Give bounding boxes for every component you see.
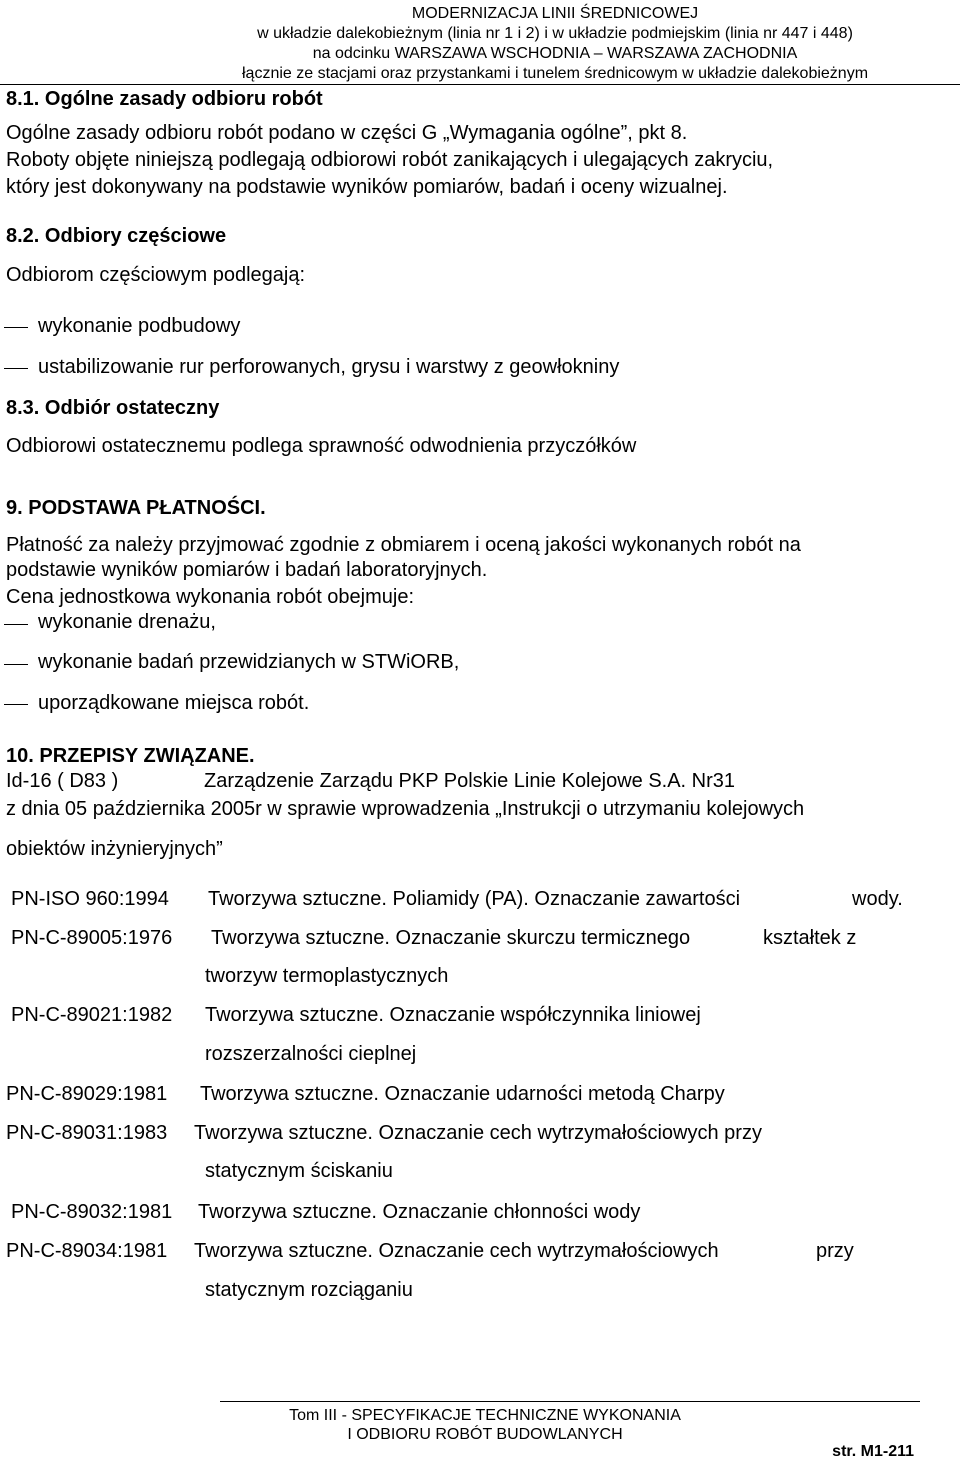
ref-desc: Tworzywa sztuczne. Poliamidy (PA). Oznaczanie zawartości [208, 888, 741, 910]
header-subtitle: w układzie dalekobieżnym (linia nr 1 i 2) i w układzie podmiejskim (linia nr 447 i 448) [257, 25, 853, 42]
header-rule [0, 84, 960, 85]
list-item: wykonanie badań przewidzianych w STWiORB, [38, 651, 460, 673]
header-title: MODERNIZACJA LINII ŚREDNICOWEJ [411, 5, 699, 22]
ref-desc: Tworzywa sztuczne. Oznaczanie skurczu termicznego [211, 927, 691, 949]
id16-line2: z dnia 05 października 2005r w sprawie wprowadzenia „Instrukcji o utrzymaniu kolejowych [6, 798, 805, 820]
ref-desc: Tworzywa sztuczne. Oznaczanie chłonności wody [198, 1201, 641, 1223]
ref-code: PN-C-89005:1976 [11, 927, 173, 949]
list-item: uporządkowane miejsca robót. [38, 692, 310, 714]
list-dash [4, 704, 28, 705]
header-scope: łącznie ze stacjami oraz przystankami i tunelem średnicowym w układzie dalekobieżnym [241, 65, 869, 82]
ref-desc-cont: statycznym ściskaniu [205, 1160, 393, 1182]
section-8-3-heading: 8.3. Odbiór ostateczny [6, 397, 220, 419]
ref-desc-tail: wody. [852, 888, 903, 910]
ref-desc-tail: kształtek z [763, 927, 857, 949]
ref-desc: Tworzywa sztuczne. Oznaczanie cech wytrzymałościowych przy [194, 1122, 762, 1144]
section-9-intro: Cena jednostkowa wykonania robót obejmuje: [6, 586, 415, 608]
list-item: ustabilizowanie rur perforowanych, grysu i warstwy z geowłokniny [38, 356, 620, 378]
ref-code: PN-C-89031:1983 [6, 1122, 168, 1144]
ref-code: PN-ISO 960:1994 [11, 888, 169, 910]
section-8-2-intro: Odbiorom częściowym podlegają: [6, 264, 306, 286]
section-8-3-text: Odbiorowi ostatecznemu podlega sprawność odwodnienia przyczółków [6, 435, 637, 457]
ref-desc: Tworzywa sztuczne. Oznaczanie współczynnika liniowej [205, 1004, 701, 1026]
footer-title: I ODBIORU ROBÓT BUDOWLANYCH [347, 1426, 623, 1443]
section-8-1-para2-line1: Roboty objęte niniejszą podlegają odbiorowi robót zanikających i ulegających zakryciu, [6, 149, 774, 171]
list-dash [4, 368, 28, 369]
ref-code: PN-C-89034:1981 [6, 1240, 168, 1262]
ref-desc: Tworzywa sztuczne. Oznaczanie cech wytrzymałościowych [194, 1240, 719, 1262]
header-section: na odcinku WARSZAWA WSCHODNIA – WARSZAWA ZACHODNIA [312, 45, 798, 62]
footer-rule [220, 1401, 920, 1402]
list-item: wykonanie drenażu, [38, 611, 216, 633]
list-item: wykonanie podbudowy [38, 315, 241, 337]
ref-desc-cont: tworzyw termoplastycznych [205, 965, 449, 987]
page-number: str. M1-211 [832, 1443, 914, 1460]
ref-code: PN-C-89021:1982 [11, 1004, 173, 1026]
list-dash [4, 624, 28, 625]
section-8-1-para2-line2: który jest dokonywany na podstawie wyników pomiarów, badań i oceny wizualnej. [6, 176, 728, 198]
ref-code: PN-C-89032:1981 [11, 1201, 173, 1223]
id16-code: Id-16 ( D83 ) [6, 770, 119, 792]
ref-desc-tail: przy [816, 1240, 854, 1262]
footer-volume: Tom III - SPECYFIKACJE TECHNICZNE WYKONANIA [289, 1407, 681, 1424]
list-dash [4, 327, 28, 328]
section-10-heading: 10. PRZEPISY ZWIĄZANE. [6, 745, 255, 767]
ref-code: PN-C-89029:1981 [6, 1083, 168, 1105]
list-dash [4, 664, 28, 665]
section-8-1-heading: 8.1. Ogólne zasady odbioru robót [6, 88, 323, 110]
id16-line3: obiektów inżynieryjnych” [6, 838, 223, 860]
ref-desc-cont: statycznym rozciąganiu [205, 1279, 413, 1301]
section-9-para-line1: Płatność za należy przyjmować zgodnie z obmiarem i oceną jakości wykonanych robót na [6, 534, 801, 556]
ref-desc: Tworzywa sztuczne. Oznaczanie udarności metodą Charpy [200, 1083, 725, 1105]
id16-text: Zarządzenie Zarządu PKP Polskie Linie Kolejowe S.A. Nr31 [204, 770, 736, 792]
section-8-1-para1: Ogólne zasady odbioru robót podano w części G „Wymagania ogólne”, pkt 8. [6, 122, 688, 144]
section-8-2-heading: 8.2. Odbiory częściowe [6, 225, 227, 247]
section-9-heading: 9. PODSTAWA PŁATNOŚCI. [6, 497, 266, 519]
section-9-para-line2: podstawie wyników pomiarów i badań laboratoryjnych. [6, 559, 488, 581]
ref-desc-cont: rozszerzalności cieplnej [205, 1043, 417, 1065]
